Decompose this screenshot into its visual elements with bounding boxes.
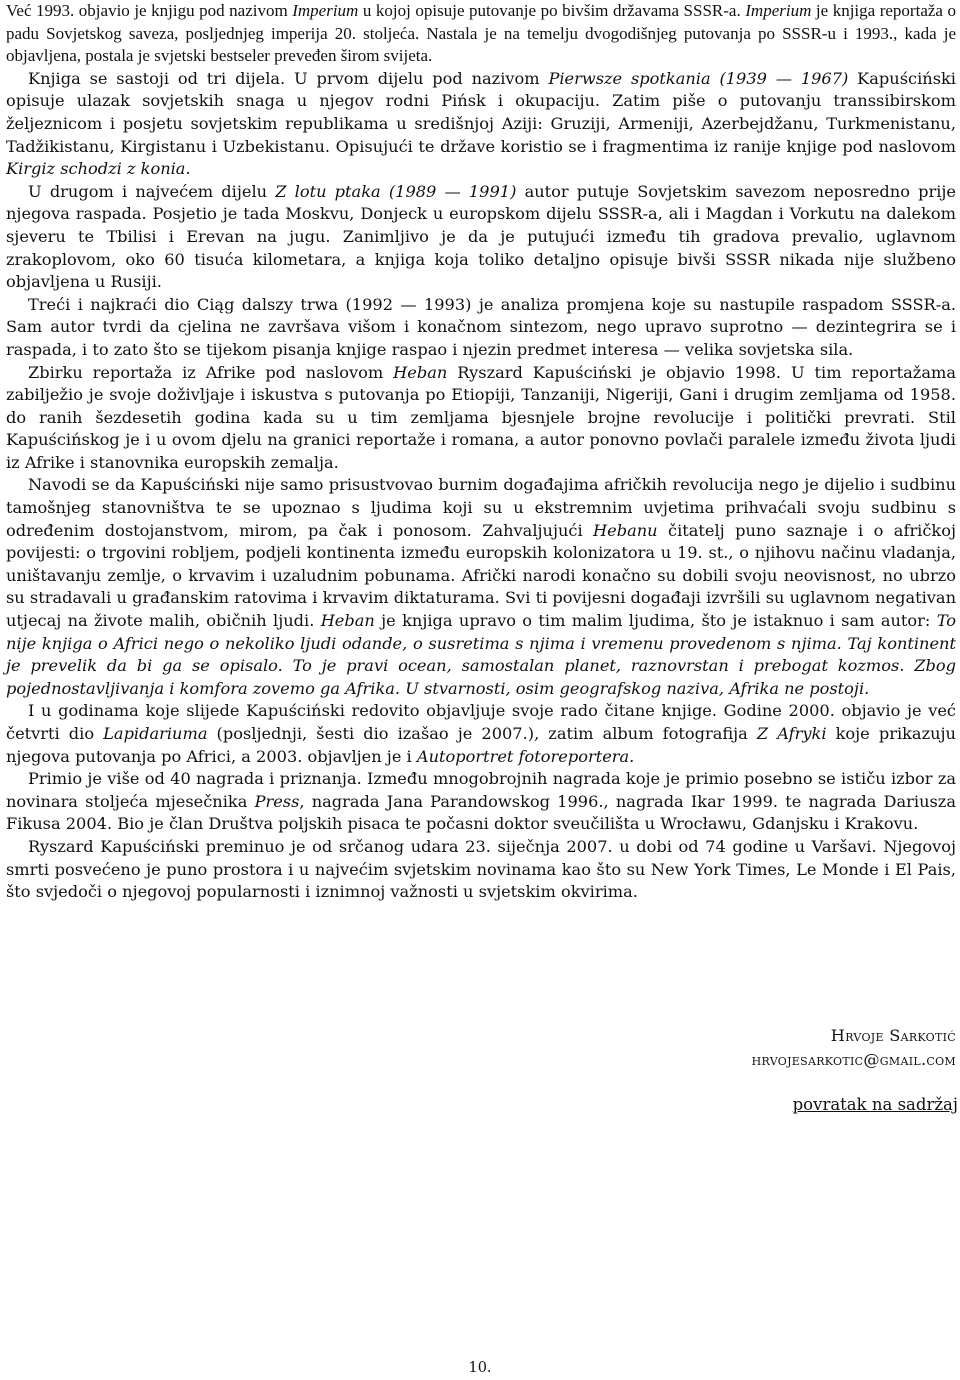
paragraph-second-part xyxy=(6,181,956,294)
italic-text-run: Imperium xyxy=(745,1,812,20)
article-body xyxy=(6,0,956,904)
text-run: Ryszard Kapuściński je objavio 1998. U tim reportažama zabilježio je svoje doživljaje i iskustva s putovanja po Etiopiji, Tanzaniji, Nigeriji, Gani i drugim zemljama od 1958. do ranih šezdesetih godina kada su u tim zemljama bjesnjele brojne revolucije i politički prevrati. Stil Kapuścińskog je i u ovom djelu na granici reportaže i romana, a autor ponovno povlači paralele između života ljudi iz Afrike i stanovnika europskih zemalja. xyxy=(6,362,956,472)
back-to-contents-link[interactable]: povratak na sadržaj xyxy=(792,1095,958,1114)
text-run: Ryszard Kapuściński preminuo je od srčanog udara 23. siječnja 2007. u dobi od 74 godine u Varšavi. Njegovoj smrti posvećeno je puno prostora i u najvećim svjetskim novinama kao što su New York Times, Le Monde i El Pais, što svjedoči o njegovoj popularnosti i iznimnoj važnosti u svjetskim okvirima. xyxy=(6,836,956,902)
text-run: Zbirku reportaža iz Afrike pod naslovom xyxy=(28,362,394,382)
text-run: Primio je više od 40 nagrada i priznanja. Između mnogobrojnih nagrada koje je primio posebno se ističu izbor za novinara stoljeća mjesečnika xyxy=(6,769,956,811)
text-run: je knjiga reportaža o padu Sovjetskog saveza, posljednjeg imperija 20. stoljeća. Nastala je na temelju dvogodišnjeg putovanja po SSSR-u i 1993., kada je objavljena, postala je svjetski bestseler preveđen širom svijeta. xyxy=(6,1,956,66)
paragraph-death xyxy=(6,836,956,904)
text-run: Navodi se da Kapuściński nije samo prisustvovao burnim događajima afričkih revolucija nego je dijelio i sudbinu tamošnjeg stanovništva te se upoznao s ljudima koji su u ekstremnim uvjetima prihvaćali svoju sudbinu s određenim dostojanstvom, mirom, pa čak i ponosom. Zahvaljujući xyxy=(6,475,956,540)
italic-text-run: Z Afryki xyxy=(756,724,827,743)
italic-text-run: Press xyxy=(254,791,300,811)
italic-text-run: Lapidariuma xyxy=(103,724,208,743)
italic-text-run: Heban xyxy=(320,611,375,631)
paragraph-africa xyxy=(6,474,956,700)
text-run: I u godinama koje slijede Kapuściński redovito objavljuje svoje rado čitane knjige. Godine 2000. objavio je već četvrti dio xyxy=(6,701,956,743)
italic-text-run: Hebanu xyxy=(593,520,658,540)
italic-text-run: Autoportret fotoreportera. xyxy=(416,746,635,766)
italic-text-run: Pierwsze spotkania (1939 — 1967) xyxy=(548,68,849,88)
text-run: . xyxy=(185,159,191,179)
paragraph-imperium xyxy=(6,0,956,68)
paragraph-third-part xyxy=(6,294,956,362)
paragraph-awards xyxy=(6,768,956,836)
text-run: Već 1993. objavio je knjigu pod nazivom xyxy=(6,1,293,20)
author-name: Hrvoje Sarkotić xyxy=(830,1026,956,1045)
italic-text-run: Imperium xyxy=(292,1,359,20)
text-run: U drugom i najvećem dijelu xyxy=(28,181,276,201)
text-run: u kojoj opisuje putovanje po bivšim državama SSSR-a. xyxy=(358,1,746,20)
italic-text-run: To nije knjiga o Africi nego o nekoliko ljudi odande, o susretima s njima i vremenu provedenom s njima. Taj kontinent je prevelik da bi ga se opisalo. To je pravi ocean, samostalan planet, raznovrstan i prebogat kozmos. Zbog pojednostavljivanja i komfora zovemo ga Afrika. U stvarnosti, osim geografskog naziva, Afrika ne postoji. xyxy=(6,611,956,698)
paragraph-later-works xyxy=(6,700,956,768)
italic-text-run: Kirgiz schodzi z konia xyxy=(6,159,186,179)
page-number: 10. xyxy=(468,1360,492,1376)
text-run: Knjiga se sastoji od tri dijela. U prvom dijelu pod nazivom xyxy=(28,68,549,88)
text-run: autor putuje Sovjetskim savezom neposredno prije njegova raspada. Posjetio je tada Moskvu, Donjeck u europskom dijelu SSSR-a, ali i Magdan i Vorkutu na dalekom sjeveru te Tbilisi i Erevan na jugu. Zanimljivo je da je putujući između tih gradova prevalio, uglavnom zrakoplovom, oko 60 tisuća kilometara, a knjiga koja toliko detaljno opisuje bivši SSSR nikada nije službeno objavljena u Rusiji. xyxy=(6,181,956,292)
paragraph-heban xyxy=(6,362,956,475)
text-run: koje prikazuju njegova putovanja po Africi, a 2003. objavljen je i xyxy=(6,724,956,766)
paragraph-three-parts xyxy=(6,68,956,181)
text-run: je knjiga upravo o tim malim ljudima, što je istaknuo i sam autor: xyxy=(374,611,937,631)
italic-text-run: Heban xyxy=(393,362,448,382)
text-run: Kapuściński opisuje ulazak sovjetskih snaga u njegov rodni Pińsk i okupaciju. Zatim piše o putovanju transsibirskom željeznicom i posjetu sovjetskim republikama u središnjoj Aziji: Gruziji, Armeniji, Azerbejdžanu, Turkmenistanu, Tadžikistanu, Kirgistanu i Uzbekistanu. Opisujući te države koristio se i fragmentima iz ranije knjige pod naslovom xyxy=(6,68,956,156)
text-run: (posljednji, šesti dio izašao je 2007.), zatim album fotografija xyxy=(207,724,757,743)
italic-text-run: Z lotu ptaka (1989 — 1991) xyxy=(275,181,517,201)
author-email: hrvojesarkotic@gmail.com xyxy=(751,1050,956,1069)
text-run: Treći i najkraći dio Ciąg dalszy trwa (1992 — 1993) je analiza promjena koje su nastupile raspadom SSSR-a. Sam autor tvrdi da cjelina ne završava višom i konačnom sintezom, nego upravo suprotno — dezintegrira se i raspada, i to zato što se tijekom pisanja knjige raspao i njezin predmet interesa — velika sovjetska sila. xyxy=(6,294,956,359)
text-run: , nagrada Jana Parandowskog 1996., nagrada Ikar 1999. te nagrada Dariusza Fikusa 2004. Bio je član Društva poljskih pisaca te počasni doktor sveučilišta u Wrocławu, Gdanjsku i Krakovu. xyxy=(6,791,956,834)
text-run: čitatelj puno saznaje i o afričkoj povijesti: o trgovini robljem, podjeli kontinenta između europskih kolonizatora u 19. st., o njihovu načinu vladanja, uništavanju zemlje, o krvavim i uzaludnim pobunama. Afrički narodi konačno su dobili svoju neovisnost, no ubrzo su stradavali u građanskim ratovima i krvavim diktaturama. Svi ti povijesni događaji izvršili su uglavnom negativan utjecaj na živote malih, običnih ljudi. xyxy=(6,520,956,631)
